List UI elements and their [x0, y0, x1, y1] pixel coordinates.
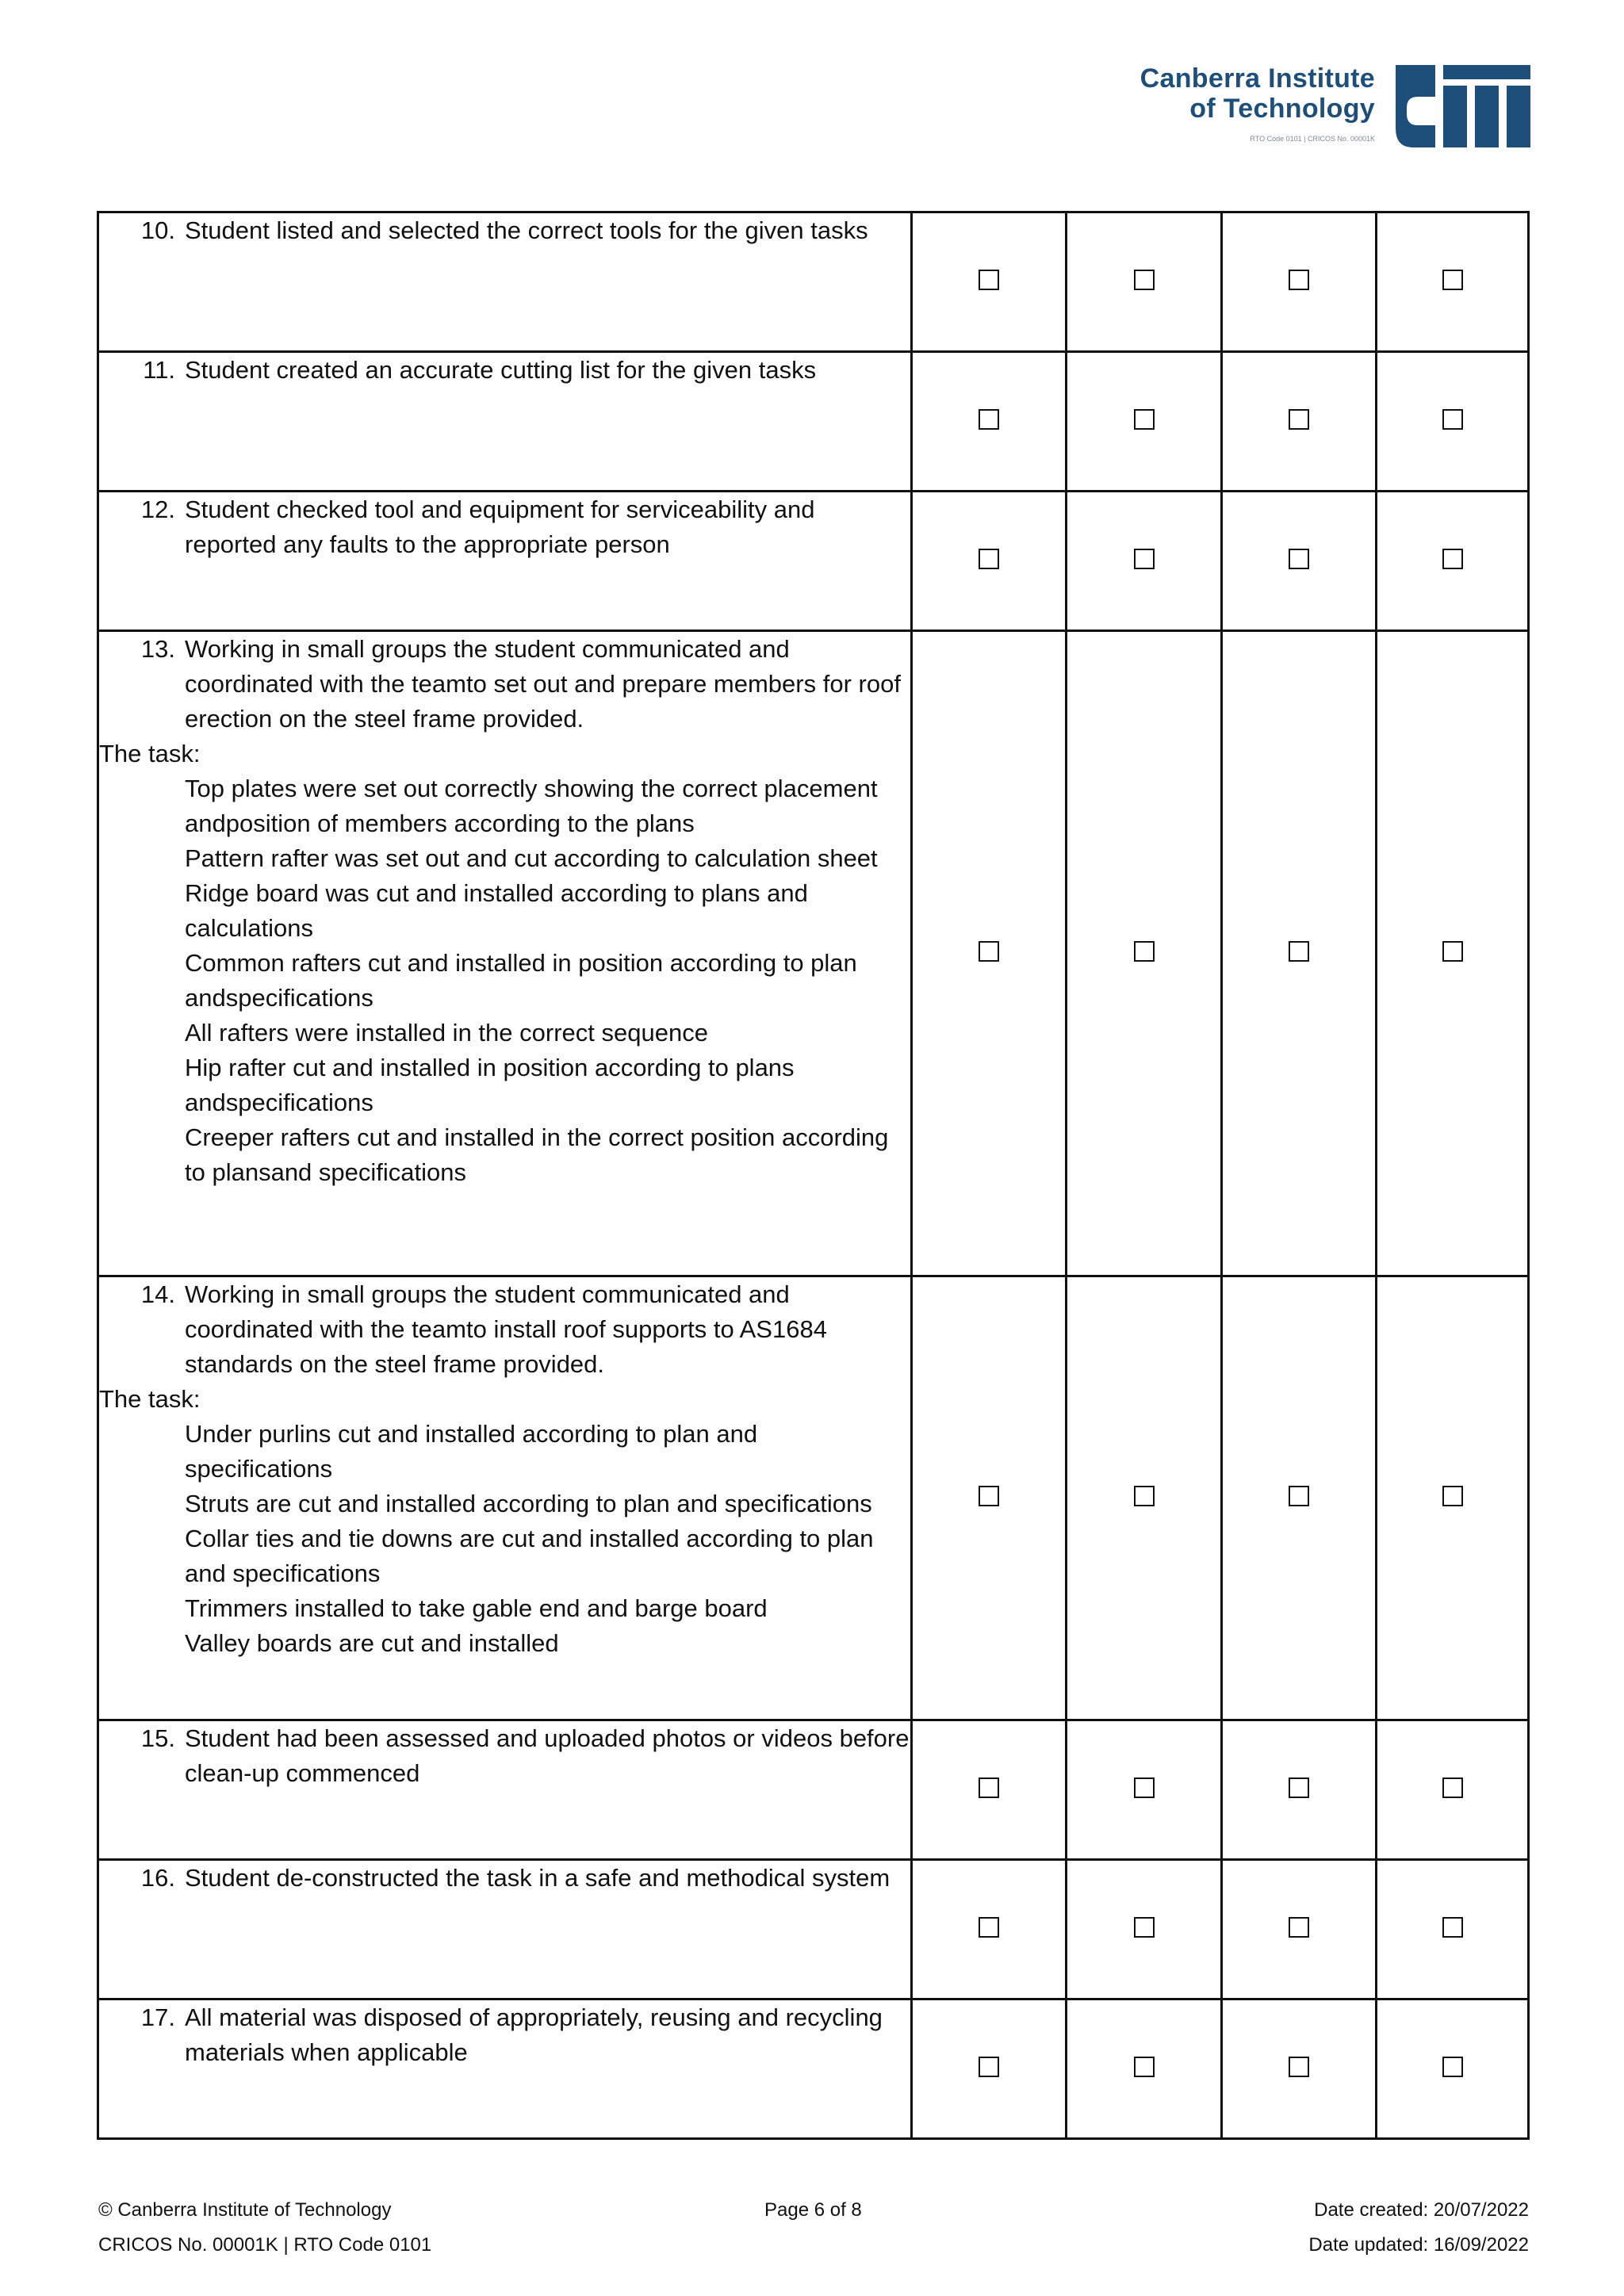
criterion-item — [99, 213, 910, 248]
criterion-text: Student created an accurate cutting list for the given tasks — [185, 356, 817, 384]
criterion-item — [99, 2000, 910, 2070]
checkbox-cell — [1222, 1276, 1377, 1720]
checkbox[interactable] — [1442, 1917, 1463, 1938]
task-label: The task: — [99, 740, 201, 767]
checklist-row — [98, 1860, 1529, 1999]
checkbox[interactable] — [979, 270, 999, 290]
checklist-row — [98, 1999, 1529, 2139]
criterion-item — [99, 1277, 910, 1382]
task-step: All rafters were installed in the correct sequence — [185, 1019, 708, 1047]
checklist-row — [98, 1720, 1529, 1860]
checklist-row — [98, 492, 1529, 631]
checkbox-cell — [1067, 212, 1222, 352]
assessment-checklist-table — [97, 211, 1530, 2140]
checkbox-cell — [912, 631, 1067, 1276]
checkbox-cell — [1222, 631, 1377, 1276]
footer-date-updated: Date updated: 16/09/2022 — [1308, 2234, 1529, 2256]
checkbox-cell — [1377, 631, 1529, 1276]
criterion-cell — [98, 1276, 912, 1720]
checkbox[interactable] — [1134, 1917, 1155, 1938]
criterion-cell — [98, 1999, 912, 2139]
cit-logo-mark-icon — [1396, 65, 1530, 147]
checkbox-cell — [1377, 1860, 1529, 1999]
criterion-text: Working in small groups the student communicated and coordinated with the teamto set out and prepare members for roof erection on the steel frame provided. — [185, 635, 901, 733]
checkbox[interactable] — [1134, 270, 1155, 290]
checkbox[interactable] — [1442, 2057, 1463, 2077]
checkbox[interactable] — [979, 1777, 999, 1798]
checkbox-cell — [912, 212, 1067, 352]
criterion-text: All material was disposed of appropriately, reusing and recycling materials when applicable — [185, 2003, 883, 2066]
task-step: Ridge board was cut and installed according to plans and calculations — [185, 879, 808, 942]
checkbox-cell — [1377, 212, 1529, 352]
checkbox-cell — [912, 492, 1067, 631]
checkbox[interactable] — [1442, 270, 1463, 290]
checkbox-cell — [1067, 631, 1222, 1276]
task-step: Trimmers installed to take gable end and barge board — [185, 1594, 768, 1622]
criterion-item — [99, 1861, 910, 1896]
checkbox-cell — [1377, 352, 1529, 492]
criterion-number: 10. — [140, 216, 175, 244]
criterion-text: Working in small groups the student communicated and coordinated with the teamto install roof supports to AS1684 standards on the steel frame provided. — [185, 1280, 827, 1378]
checkbox-cell — [1067, 492, 1222, 631]
checkbox[interactable] — [1289, 409, 1309, 430]
footer-date-created: Date created: 20/07/2022 — [1314, 2199, 1529, 2221]
checklist-row — [98, 631, 1529, 1276]
checkbox-cell — [1222, 1720, 1377, 1860]
checkbox-cell — [1222, 492, 1377, 631]
checkbox[interactable] — [979, 2057, 999, 2077]
checkbox[interactable] — [1442, 549, 1463, 569]
checkbox[interactable] — [1134, 549, 1155, 569]
criterion-item — [99, 353, 910, 388]
criterion-item — [99, 492, 910, 562]
criterion-text: Student checked tool and equipment for serviceability and reported any faults to the appropriate person — [185, 496, 815, 558]
checkbox[interactable] — [1134, 2057, 1155, 2077]
task-step: Valley boards are cut and installed — [185, 1629, 559, 1657]
checkbox-cell — [1377, 1720, 1529, 1860]
checkbox-cell — [912, 352, 1067, 492]
checkbox[interactable] — [1442, 941, 1463, 962]
checklist-row — [98, 212, 1529, 352]
checkbox[interactable] — [1134, 1777, 1155, 1798]
logo-line-1: Canberra Institute — [1139, 63, 1375, 94]
criterion-number: 15. — [140, 1724, 175, 1752]
checkbox[interactable] — [1134, 409, 1155, 430]
criterion-number: 12. — [140, 496, 175, 523]
logo-small-text: RTO Code 0101 | CRICOS No. 00001K — [1250, 135, 1375, 143]
criterion-number: 17. — [140, 2003, 175, 2031]
checkbox[interactable] — [1134, 941, 1155, 962]
footer-copyright: © Canberra Institute of Technology — [98, 2199, 392, 2221]
criterion-cell — [98, 631, 912, 1276]
checkbox[interactable] — [1289, 270, 1309, 290]
criterion-item — [99, 632, 910, 737]
checkbox[interactable] — [1289, 1917, 1309, 1938]
checkbox[interactable] — [1442, 1777, 1463, 1798]
criterion-text: Student listed and selected the correct tools for the given tasks — [185, 216, 868, 244]
task-steps — [99, 1417, 910, 1661]
criterion-cell — [98, 212, 912, 352]
footer-cricos: CRICOS No. 00001K | RTO Code 0101 — [98, 2234, 432, 2256]
logo-line-2: of Technology — [1189, 94, 1375, 124]
task-step: Hip rafter cut and installed in position according to plans andspecifications — [185, 1054, 795, 1116]
checkbox[interactable] — [979, 1486, 999, 1506]
criterion-number: 11. — [143, 356, 175, 384]
task-step: Pattern rafter was set out and cut according to calculation sheet — [185, 844, 878, 872]
criterion-cell — [98, 1720, 912, 1860]
task-step: Struts are cut and installed according to plan and specifications — [185, 1490, 872, 1517]
checkbox-cell — [1377, 1276, 1529, 1720]
task-step: Under purlins cut and installed according to plan and specifications — [185, 1420, 758, 1483]
checkbox[interactable] — [1442, 1486, 1463, 1506]
checkbox[interactable] — [1289, 941, 1309, 962]
task-step: Collar ties and tie downs are cut and installed according to plan and specifications — [185, 1525, 874, 1587]
checkbox-cell — [1377, 492, 1529, 631]
checkbox-cell — [1222, 212, 1377, 352]
criterion-cell — [98, 492, 912, 631]
checkbox-cell — [912, 1860, 1067, 1999]
criterion-text: Student de-constructed the task in a safe and methodical system — [185, 1864, 891, 1892]
checkbox[interactable] — [1289, 1486, 1309, 1506]
checkbox-cell — [1067, 1860, 1222, 1999]
checkbox-cell — [1222, 1860, 1377, 1999]
checkbox[interactable] — [1134, 1486, 1155, 1506]
checkbox[interactable] — [1289, 549, 1309, 569]
criterion-item — [99, 1721, 910, 1791]
checkbox-cell — [1222, 352, 1377, 492]
task-label: The task: — [99, 1385, 201, 1413]
checkbox-cell — [1067, 352, 1222, 492]
checkbox[interactable] — [979, 549, 999, 569]
task-step: Common rafters cut and installed in position according to plan andspecifications — [185, 949, 857, 1012]
checklist-row — [98, 352, 1529, 492]
cit-logo — [1139, 62, 1530, 157]
checklist-row — [98, 1276, 1529, 1720]
criterion-cell — [98, 352, 912, 492]
checkbox[interactable] — [979, 1917, 999, 1938]
checkbox-cell — [1067, 1720, 1222, 1860]
checkbox[interactable] — [1442, 409, 1463, 430]
checkbox[interactable] — [1289, 1777, 1309, 1798]
checkbox-cell — [1067, 1999, 1222, 2139]
task-steps — [99, 771, 910, 1190]
checkbox-cell — [912, 1276, 1067, 1720]
footer-page-number: Page 6 of 8 — [764, 2199, 862, 2221]
criterion-number: 16. — [140, 1864, 175, 1892]
checkbox-cell — [1377, 1999, 1529, 2139]
checkbox-cell — [912, 1999, 1067, 2139]
checkbox-cell — [1222, 1999, 1377, 2139]
checkbox[interactable] — [1289, 2057, 1309, 2077]
criterion-number: 14. — [140, 1280, 175, 1308]
criterion-text: Student had been assessed and uploaded photos or videos before clean-up commenced — [185, 1724, 910, 1787]
criterion-cell — [98, 1860, 912, 1999]
task-step: Creeper rafters cut and installed in the correct position according to plansand specifications — [185, 1123, 889, 1186]
criterion-number: 13. — [140, 635, 175, 663]
checkbox-cell — [1067, 1276, 1222, 1720]
task-step: Top plates were set out correctly showing the correct placement andposition of members according to the plans — [185, 775, 878, 837]
checkbox-cell — [912, 1720, 1067, 1860]
checkbox[interactable] — [979, 409, 999, 430]
checkbox[interactable] — [979, 941, 999, 962]
